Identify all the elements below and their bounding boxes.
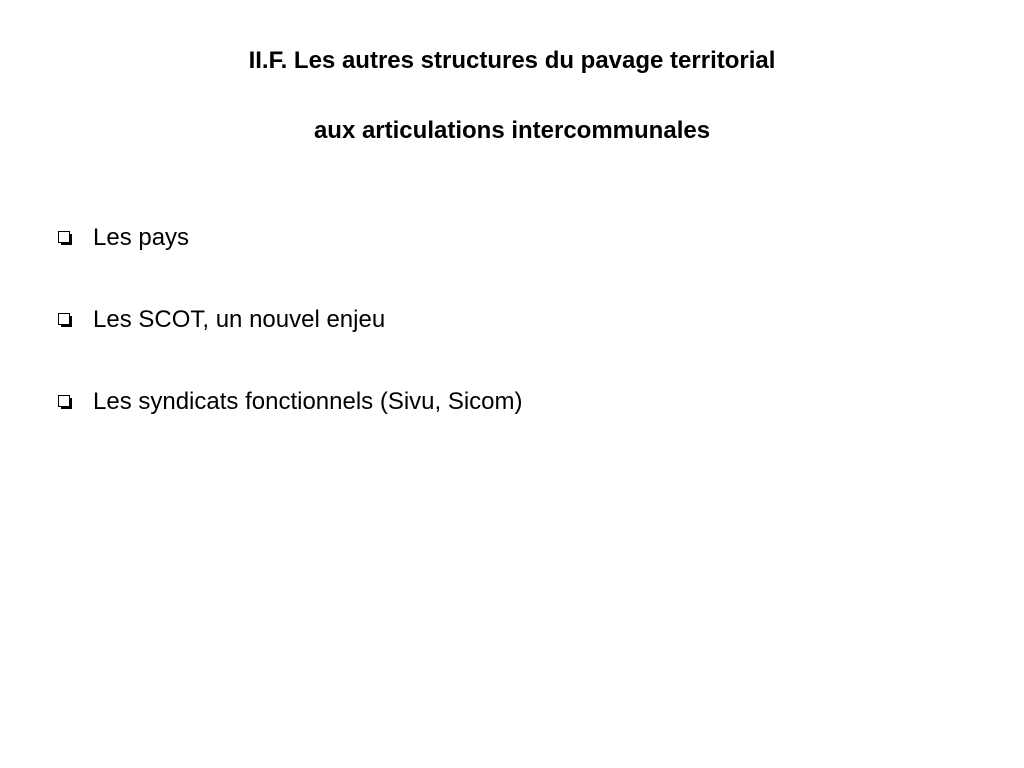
checkbox-square-icon (58, 313, 72, 327)
bullet-text: Les pays (93, 224, 190, 251)
bullet-item (58, 305, 385, 335)
checkbox-square-icon (58, 231, 72, 245)
bullet-item (58, 387, 523, 417)
slide-title-line-1: II.F. Les autres structures du pavage territorial (248, 47, 776, 74)
bullet-text: Les syndicats fonctionnels (Sivu, Sicom) (93, 388, 523, 415)
checkbox-square-icon (58, 395, 72, 409)
slide-title-line-2: aux articulations intercommunales (313, 117, 711, 144)
bullet-text: Les SCOT, un nouvel enjeu (93, 306, 386, 333)
bullet-item (58, 223, 189, 253)
bullet-list (58, 0, 998, 768)
